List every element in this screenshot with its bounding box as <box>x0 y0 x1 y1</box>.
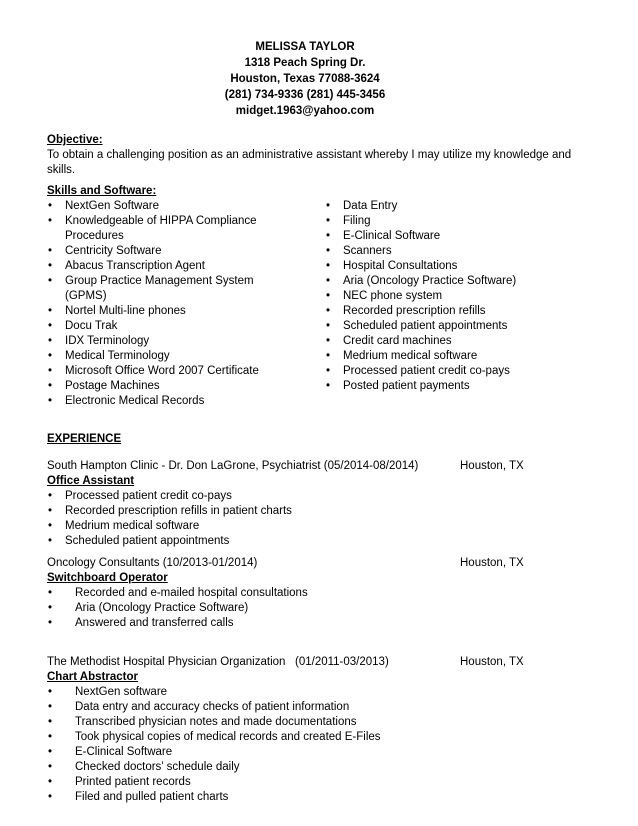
skill-item: • Group Practice Management System (GPMS) <box>47 274 287 304</box>
skill-item: • Medical Terminology <box>47 349 287 364</box>
job-duty: • Processed patient credit co-pays <box>47 489 587 504</box>
job-location: Houston, TX <box>460 557 524 569</box>
skills-heading-row <box>47 184 587 199</box>
job-duties <box>47 489 587 549</box>
skill-item: • Scanners <box>325 244 595 259</box>
skill-item: • Data Entry <box>325 199 595 214</box>
job-entry <box>47 459 587 549</box>
job-header <box>47 556 587 571</box>
experience-heading: EXPERIENCE <box>47 433 122 445</box>
objective-heading: Objective: <box>47 134 103 146</box>
skill-item: • Processed patient credit co-pays <box>325 364 595 379</box>
job-duty: • E-Clinical Software <box>47 745 587 760</box>
skills-left-column <box>47 199 287 409</box>
skill-item: • Hospital Consultations <box>325 259 595 274</box>
phone-numbers: (281) 734-9336 (281) 445-3456 <box>224 89 386 101</box>
skill-item: • Centricity Software <box>47 244 287 259</box>
skill-item: • Posted patient payments <box>325 379 595 394</box>
experience-heading-row <box>47 432 587 447</box>
skill-item: • E-Clinical Software <box>325 229 595 244</box>
address-line-1: 1318 Peach Spring Dr. <box>244 57 366 69</box>
objective-text: To obtain a challenging position as an administrative assistant whereby I may utilize my knowledge and skills. <box>47 149 572 176</box>
address-line-2: Houston, Texas 77088-3624 <box>230 73 380 85</box>
skill-item: • Nortel Multi-line phones <box>47 304 287 319</box>
job-title: Office Assistant <box>47 475 135 487</box>
job-duty: • Printed patient records <box>47 775 587 790</box>
contact-header <box>0 39 610 119</box>
job-header <box>47 655 587 670</box>
job-employer: South Hampton Clinic - Dr. Don LaGrone, Psychiatrist (05/2014-08/2014) <box>47 460 419 472</box>
job-duty: • Answered and transferred calls <box>47 616 587 631</box>
job-duty: • Took physical copies of medical records and created E-Files <box>47 730 587 745</box>
skill-item: • NEC phone system <box>325 289 595 304</box>
skill-item: • Scheduled patient appointments <box>325 319 595 334</box>
skills-left-list <box>47 199 287 409</box>
job-location: Houston, TX <box>460 656 524 668</box>
job-duty: • Scheduled patient appointments <box>47 534 587 549</box>
skill-item: • Recorded prescription refills <box>325 304 595 319</box>
job-duty: • Recorded prescription refills in patient charts <box>47 504 587 519</box>
skills-right-column <box>325 199 595 394</box>
skill-item: • NextGen Software <box>47 199 287 214</box>
skill-item: • Postage Machines <box>47 379 287 394</box>
skill-item: • Microsoft Office Word 2007 Certificate <box>47 364 287 379</box>
job-entry <box>47 556 587 631</box>
job-duty: • Aria (Oncology Practice Software) <box>47 601 587 616</box>
job-duty: • Checked doctors’ schedule daily <box>47 760 587 775</box>
job-duty: • Medrium medical software <box>47 519 587 534</box>
skills-right-list <box>325 199 595 394</box>
job-duty: • Filed and pulled patient charts <box>47 790 587 805</box>
skill-item: • Knowledgeable of HIPPA Compliance Procedures <box>47 214 287 244</box>
skill-item: • IDX Terminology <box>47 334 287 349</box>
job-title: Switchboard Operator <box>47 572 168 584</box>
job-duty: • NextGen software <box>47 685 587 700</box>
job-duty: • Recorded and e-mailed hospital consultations <box>47 586 587 601</box>
job-duty: • Transcribed physician notes and made documentations <box>47 715 587 730</box>
candidate-name: MELISSA TAYLOR <box>255 41 355 53</box>
job-location: Houston, TX <box>460 460 524 472</box>
job-duty: • Data entry and accuracy checks of patient information <box>47 700 587 715</box>
skill-item: • Medrium medical software <box>325 349 595 364</box>
job-title: Chart Abstractor <box>47 671 138 683</box>
job-duties <box>47 685 587 805</box>
job-header <box>47 459 587 474</box>
skill-item: • Docu Trak <box>47 319 287 334</box>
job-employer: The Methodist Hospital Physician Organization (01/2011-03/2013) <box>47 656 389 668</box>
job-entry <box>47 655 587 805</box>
email-address: midget.1963@yahoo.com <box>235 105 375 117</box>
skills-heading: Skills and Software: <box>47 185 157 197</box>
objective-section <box>47 133 587 178</box>
job-duties <box>47 586 587 631</box>
job-employer: Oncology Consultants (10/2013-01/2014) <box>47 557 258 569</box>
skill-item: • Abacus Transcription Agent <box>47 259 287 274</box>
skill-item: • Electronic Medical Records <box>47 394 287 409</box>
skill-item: • Filing <box>325 214 595 229</box>
skill-item: • Credit card machines <box>325 334 595 349</box>
skill-item: • Aria (Oncology Practice Software) <box>325 274 595 289</box>
